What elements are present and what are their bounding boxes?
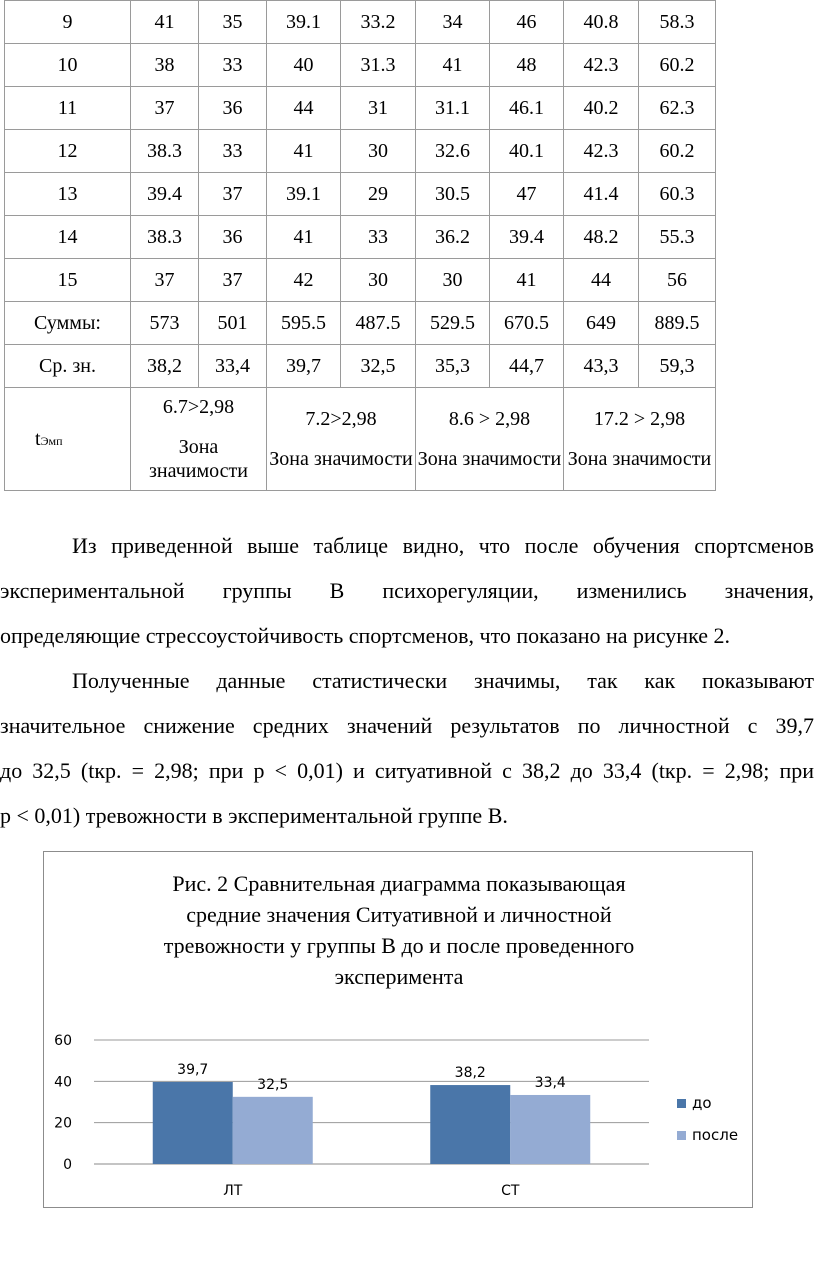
row-label-cell: 11 <box>5 87 131 130</box>
t-emp-label <box>5 388 131 491</box>
paragraph-line: определяющие стрессоустойчивость спортсменов, что показано на рисунке 2. <box>0 623 730 648</box>
table-row <box>5 130 716 173</box>
figure-2-chart <box>43 851 753 1208</box>
table-cell: 40.2 <box>564 87 639 130</box>
table-cell: 46.1 <box>490 87 564 130</box>
table-cell: 33 <box>199 130 267 173</box>
t-value-cell <box>131 388 267 491</box>
paragraph-line: Полученные данные статистически значимы, так как показывают <box>72 668 814 693</box>
table-cell: 55.3 <box>639 216 716 259</box>
table-cell: 573 <box>131 302 199 345</box>
legend-item <box>677 1087 738 1119</box>
legend-label: до <box>692 1094 712 1112</box>
table-cell: 42.3 <box>564 130 639 173</box>
bar-before <box>153 1082 233 1164</box>
table-cell: 39.1 <box>267 173 341 216</box>
t-symbol: t <box>35 427 41 450</box>
legend-item <box>677 1119 738 1151</box>
table-cell: 33.2 <box>341 1 416 44</box>
table-cell: 39.4 <box>131 173 199 216</box>
table-cell: 42.3 <box>564 44 639 87</box>
t-value-cell <box>416 388 564 491</box>
table-cell: 889.5 <box>639 302 716 345</box>
table-cell: 38 <box>131 44 199 87</box>
table-cell: 38,2 <box>131 345 199 388</box>
table-cell: 31 <box>341 87 416 130</box>
table-cell: 37 <box>131 259 199 302</box>
paragraph-line: р < 0,01) тревожности в экспериментальной группе В. <box>0 803 508 828</box>
table-cell: 40 <box>267 44 341 87</box>
table-cell: 670.5 <box>490 302 564 345</box>
table-cell: 35,3 <box>416 345 490 388</box>
x-category-label: СТ <box>501 1183 520 1199</box>
y-tick-label: 60 <box>54 1033 72 1049</box>
data-label: 32,5 <box>257 1076 289 1093</box>
table-cell: 32.6 <box>416 130 490 173</box>
bar-before <box>430 1085 510 1164</box>
table-cell: 46 <box>490 1 564 44</box>
table-cell: 501 <box>199 302 267 345</box>
chart-legend <box>677 1087 738 1151</box>
table-cell: 42 <box>267 259 341 302</box>
results-table <box>4 0 716 491</box>
row-label-cell: 9 <box>5 1 131 44</box>
y-tick-label: 20 <box>54 1115 72 1132</box>
t-comparison: 17.2 > 2,98 <box>593 407 686 430</box>
chart-title-line: средние значения Ситуативной и личностной <box>186 902 612 927</box>
chart-title-line: эксперимента <box>334 964 464 989</box>
table-cell: 32,5 <box>341 345 416 388</box>
table-cell: 37 <box>199 173 267 216</box>
row-label-cell: Суммы: <box>5 302 131 345</box>
table-row <box>5 216 716 259</box>
table-cell: 41 <box>267 216 341 259</box>
table-cell: 47 <box>490 173 564 216</box>
table-row <box>5 44 716 87</box>
t-value-cell <box>564 388 716 491</box>
table-cell: 58.3 <box>639 1 716 44</box>
table-cell: 44,7 <box>490 345 564 388</box>
t-value-cell <box>267 388 416 491</box>
legend-swatch <box>677 1131 686 1140</box>
data-label: 38,2 <box>454 1065 486 1082</box>
table-cell: 38.3 <box>131 130 199 173</box>
paragraph-line: до 32,5 (tкр. = 2,98; при р < 0,01) и ситуативной с 38,2 до 33,4 (tкр. = 2,98; при <box>0 758 814 783</box>
table-cell: 31.1 <box>416 87 490 130</box>
data-label: 39,7 <box>177 1061 209 1078</box>
paragraph-2 <box>0 658 814 838</box>
table-cell: 36 <box>199 87 267 130</box>
x-category-label: ЛТ <box>223 1183 243 1199</box>
table-cell: 487.5 <box>341 302 416 345</box>
table-cell: 34 <box>416 1 490 44</box>
chart-title-line: Рис. 2 Сравнительная диаграмма показывающая <box>172 871 626 896</box>
table-cell: 36.2 <box>416 216 490 259</box>
table-cell: 56 <box>639 259 716 302</box>
table-cell: 35 <box>199 1 267 44</box>
significance-zone: Зона значимости <box>417 447 562 470</box>
row-label-cell: 12 <box>5 130 131 173</box>
chart-title-line: тревожности у группы В до и после проведенного <box>163 933 635 958</box>
row-label-cell: 13 <box>5 173 131 216</box>
y-tick-label: 0 <box>63 1157 72 1173</box>
y-tick-label: 40 <box>54 1074 72 1091</box>
table-cell: 29 <box>341 173 416 216</box>
table-cell: 39,7 <box>267 345 341 388</box>
table-cell: 60.3 <box>639 173 716 216</box>
table-cell: 38.3 <box>131 216 199 259</box>
table-cell: 40.8 <box>564 1 639 44</box>
table-cell: 44 <box>267 87 341 130</box>
table-cell: 41 <box>131 1 199 44</box>
significance-zone: Зона значимости <box>567 447 712 470</box>
paragraph-line: экспериментальной группы В психорегуляции, изменились значения, <box>0 578 814 603</box>
table-cell: 37 <box>131 87 199 130</box>
table-cell: 595.5 <box>267 302 341 345</box>
t-comparison: 8.6 > 2,98 <box>448 407 531 430</box>
table-row <box>5 1 716 44</box>
significance-zone: Зона значимости <box>269 447 413 470</box>
table-cell: 41.4 <box>564 173 639 216</box>
table-cell: 60.2 <box>639 44 716 87</box>
table-row-t-emp <box>5 388 716 491</box>
t-comparison: 6.7>2,98 <box>162 395 235 418</box>
table-cell: 30 <box>341 130 416 173</box>
table-cell: 30 <box>416 259 490 302</box>
table-cell: 36 <box>199 216 267 259</box>
table-cell: 62.3 <box>639 87 716 130</box>
table-row <box>5 87 716 130</box>
paragraph-1 <box>0 523 814 658</box>
table-cell: 60.2 <box>639 130 716 173</box>
row-label-cell: Ср. зн. <box>5 345 131 388</box>
paragraph-line: Из приведенной выше таблице видно, что после обучения спортсменов <box>72 533 814 558</box>
row-label-cell: 15 <box>5 259 131 302</box>
table-cell: 33 <box>199 44 267 87</box>
table-cell: 37 <box>199 259 267 302</box>
table-cell: 43,3 <box>564 345 639 388</box>
row-label-cell: 14 <box>5 216 131 259</box>
table-cell: 48.2 <box>564 216 639 259</box>
t-subscript: Эмп <box>40 433 63 448</box>
data-label: 33,4 <box>534 1074 566 1091</box>
table-cell: 33,4 <box>199 345 267 388</box>
table-row <box>5 259 716 302</box>
table-cell: 30.5 <box>416 173 490 216</box>
table-cell: 529.5 <box>416 302 490 345</box>
paragraph-line: значительное снижение средних значений результатов по личностной с 39,7 <box>0 713 814 738</box>
table-cell: 41 <box>490 259 564 302</box>
table-cell: 39.1 <box>267 1 341 44</box>
table-row <box>5 302 716 345</box>
table-cell: 33 <box>341 216 416 259</box>
table-cell: 649 <box>564 302 639 345</box>
table-cell: 39.4 <box>490 216 564 259</box>
table-cell: 31.3 <box>341 44 416 87</box>
table-cell: 59,3 <box>639 345 716 388</box>
table-cell: 30 <box>341 259 416 302</box>
significance-zone: Зона значимости <box>149 435 248 482</box>
table-cell: 48 <box>490 44 564 87</box>
chart-plot <box>44 852 752 1207</box>
table-cell: 40.1 <box>490 130 564 173</box>
table-cell: 41 <box>267 130 341 173</box>
row-label-cell: 10 <box>5 44 131 87</box>
legend-swatch <box>677 1099 686 1108</box>
table-cell: 44 <box>564 259 639 302</box>
legend-label: после <box>692 1126 739 1144</box>
bar-after <box>510 1095 590 1164</box>
bar-after <box>233 1097 313 1164</box>
t-comparison: 7.2>2,98 <box>305 407 377 430</box>
table-row <box>5 173 716 216</box>
table-cell: 41 <box>416 44 490 87</box>
table-row <box>5 345 716 388</box>
